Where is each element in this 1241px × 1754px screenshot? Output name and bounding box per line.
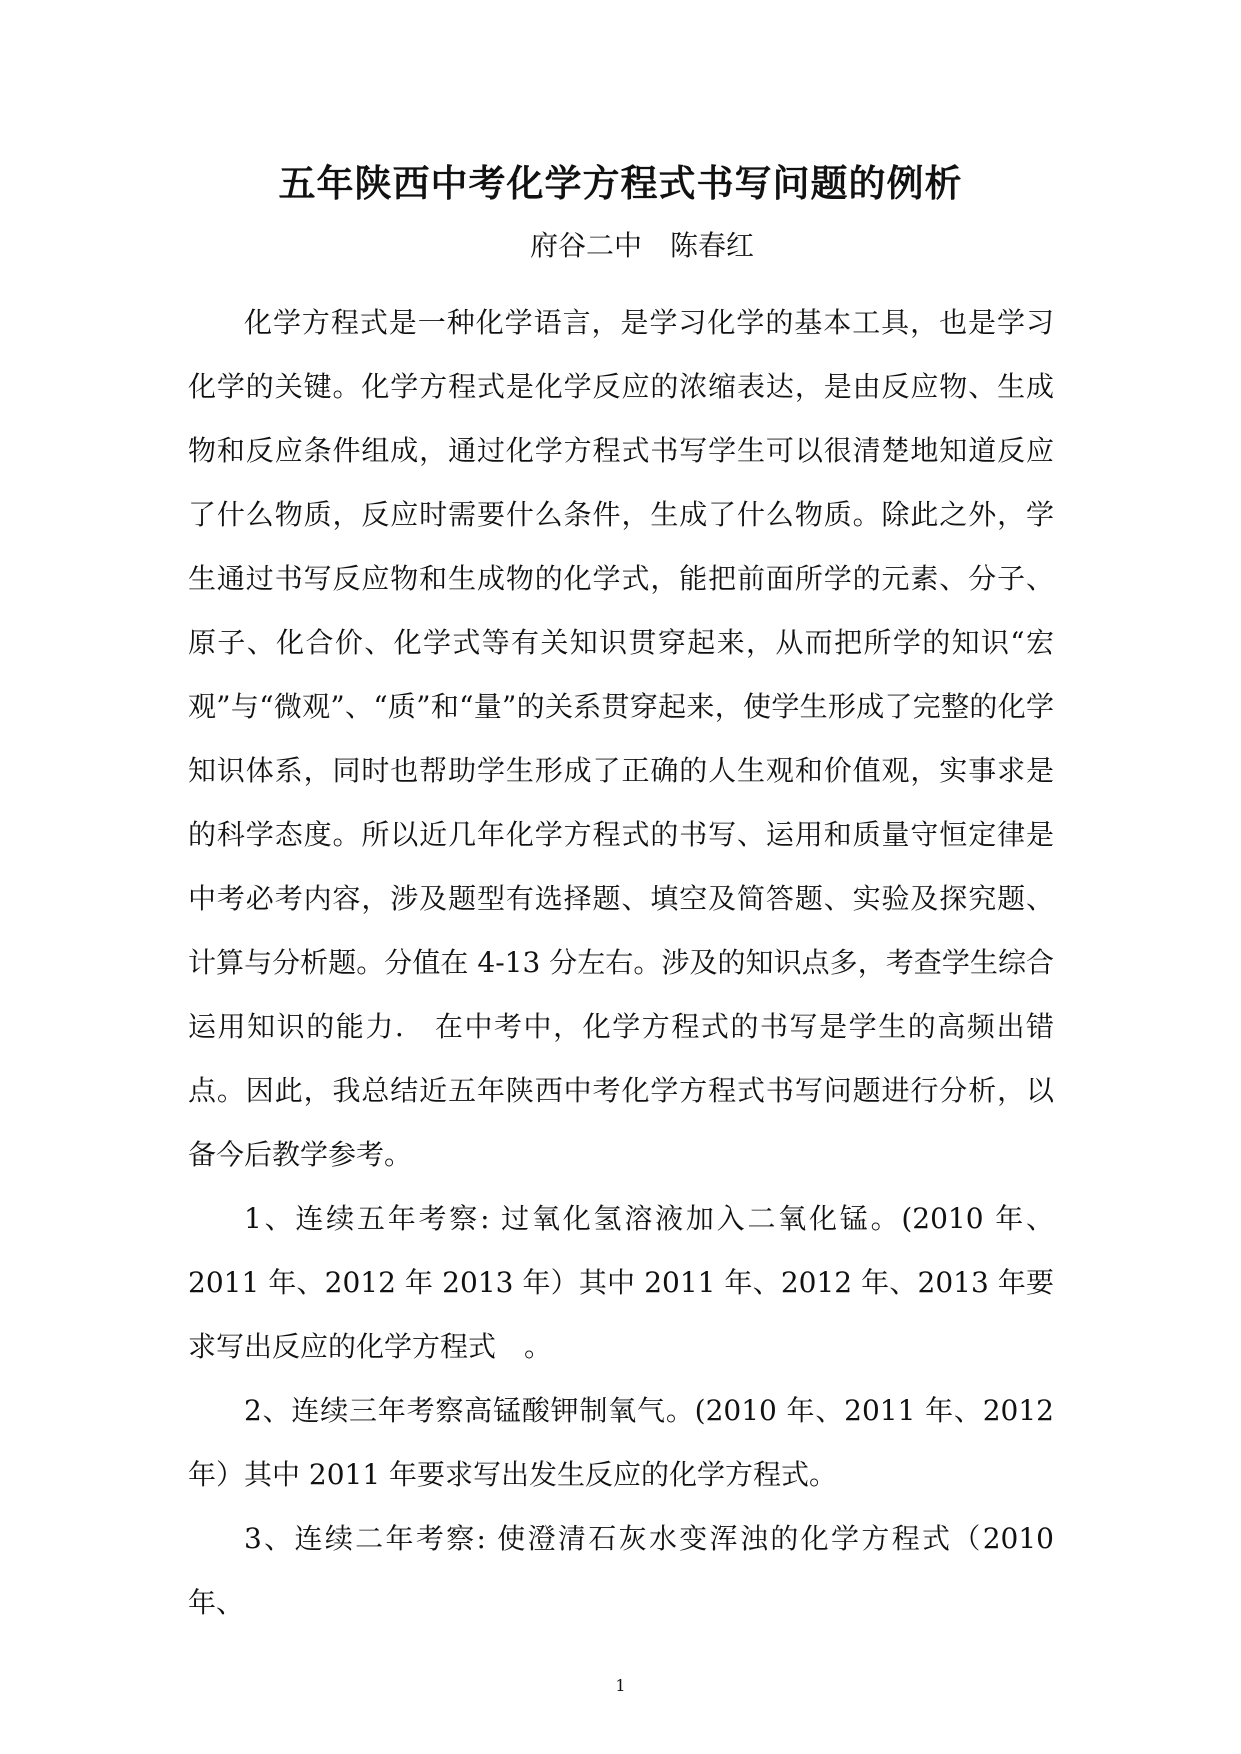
document-title: 五年陕西中考化学方程式书写问题的例析 <box>278 161 963 205</box>
paragraph-item-3: 3、连续二年考察: 使澄清石灰水变浑浊的化学方程式（2010 年、 <box>188 1522 1054 1619</box>
paragraph-item-2: 2、连续三年考察高锰酸钾制氧气。(2010 年、2011 年、2012 年）其中 2011 年要求写出发生反应的化学方程式。 <box>188 1394 1054 1491</box>
page-number: 1 <box>615 1676 626 1695</box>
author-line: 府谷二中 陈春红 <box>530 229 755 262</box>
document-body <box>188 291 1054 1635</box>
paragraph-intro: 化学方程式是一种化学语言，是学习化学的基本工具，也是学习化学的关键。化学方程式是化学反应的浓缩表达，是由反应物、生成物和反应条件组成，通过化学方程式书写学生可以很清楚地知道反应了什么物质，反应时需要什么条件，生成了什么物质。除此之外，学生通过书写反应物和生成物的化学式，能把前面所学的元素、分子、原子、化合价、化学式等有关知识贯穿起来，从而把所学的知识“宏观”与“微观”、“质”和“量”的关系贯穿起来，使学生形成了完整的化学知识体系，同时也帮助学生形成了正确的人生观和价值观，实事求是的科学态度。所以近几年化学方程式的书写、运用和质量守恒定律是中考必考内容，涉及题型有选择题、填空及简答题、实验及探究题、计算与分析题。分值在 4-13 分左右。涉及的知识点多，考查学生综合运用知识的能力. 在中考中，化学方程式的书写是学生的高频出错点。因此，我总结近五年陕西中考化学方程式书写问题进行分析，以备今后教学参考。 <box>188 306 1054 1171</box>
paragraph-item-1: 1、连续五年考察: 过氧化氢溶液加入二氧化锰。(2010 年、2011 年、2012 年 2013 年）其中 2011 年、2012 年、2013 年要求写出反应的化学方程式 。 <box>188 1202 1054 1363</box>
